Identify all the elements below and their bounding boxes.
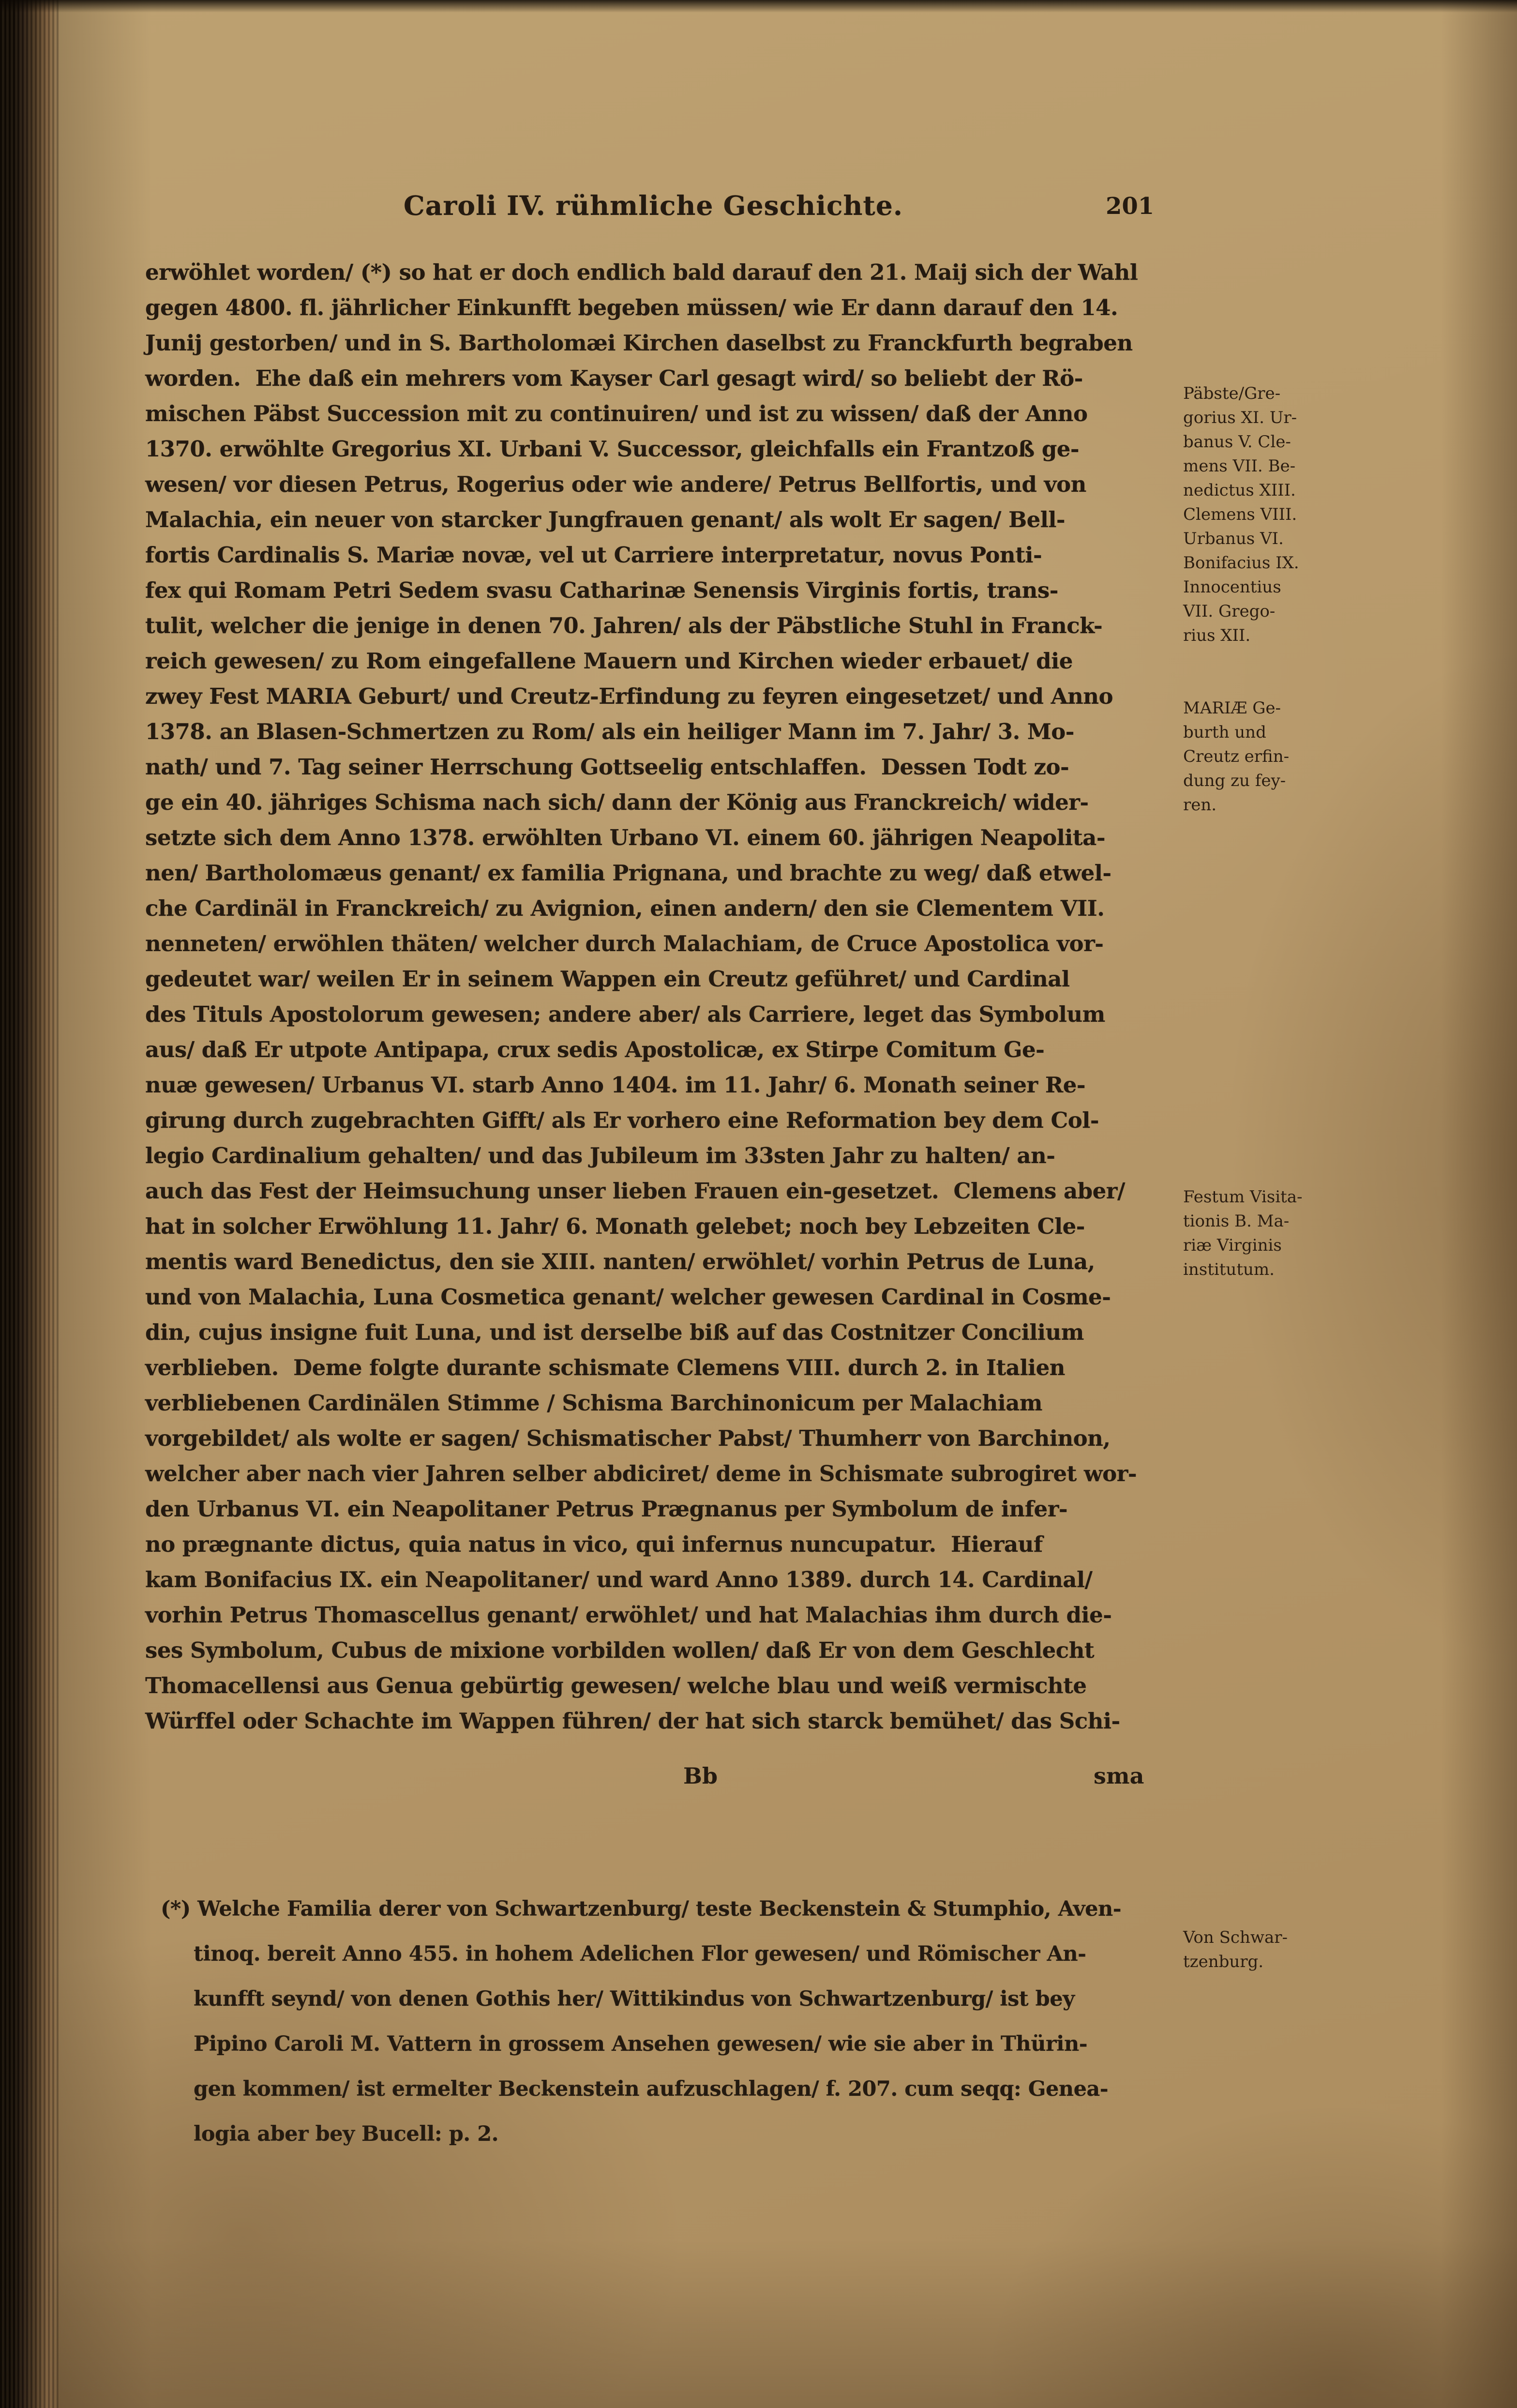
text-line: mischen Päbst Succession mit zu continuiren/ und ist zu wissen/ daß der Anno	[145, 401, 1088, 426]
text-line: Würffel oder Schachte im Wappen führen/ der hat sich starck bemühet/ das Schi-	[145, 1708, 1120, 1734]
text-line: gegen 4800. fl. jährlicher Einkunfft begeben müssen/ wie Er dann darauf den 14.	[145, 295, 1118, 320]
footnote-line: (*) Welche Familia derer von Schwartzenburg/ teste Beckenstein & Stumphio, Aven-	[161, 1897, 1122, 1921]
margin-note-line: Von Schwar-	[1183, 1928, 1288, 1947]
text-line: fortis Cardinalis S. Mariæ novæ, vel ut Carriere interpretatur, novus Ponti-	[145, 542, 1042, 568]
margin-note-line: gorius XI. Ur-	[1183, 408, 1297, 427]
text-line: gedeutet war/ weilen Er in seinem Wappen ein Creutz geführet/ und Cardinal	[145, 966, 1070, 992]
catchword: sma	[1094, 1763, 1144, 1789]
margin-note-line: MARIÆ Ge-	[1183, 698, 1281, 718]
margin-note-line: Urbanus VI.	[1183, 529, 1284, 548]
text-line: aus/ daß Er utpote Antipapa, crux sedis Apostolicæ, ex Stirpe Comitum Ge-	[145, 1037, 1045, 1062]
text-line: din, cujus insigne fuit Luna, und ist derselbe biß auf das Costnitzer Concilium	[145, 1319, 1084, 1345]
margin-note-line: Clemens VIII.	[1183, 505, 1297, 524]
text-line: hat in solcher Erwöhlung 11. Jahr/ 6. Monath gelebet; noch bey Lebzeiten Cle-	[145, 1213, 1085, 1239]
margin-note-mariae-feast	[1183, 696, 1357, 817]
text-line: no prægnante dictus, quia natus in vico, qui infernus nuncupatur. Hierauf	[145, 1531, 1043, 1557]
text-line: auch das Fest der Heimsuchung unser lieben Frauen ein-gesetzet. Clemens aber/	[145, 1178, 1125, 1204]
margin-note-line: Creutz erfin-	[1183, 747, 1290, 766]
text-line: legio Cardinalium gehalten/ und das Jubileum im 33sten Jahr zu halten/ an-	[145, 1143, 1055, 1168]
margin-note-line: riæ Virginis	[1183, 1236, 1282, 1255]
footnote-line: Pipino Caroli M. Vattern in grossem Ansehen gewesen/ wie sie aber in Thürin-	[194, 2032, 1088, 2056]
margin-note-line: Festum Visita-	[1183, 1187, 1303, 1207]
text-line: wesen/ vor diesen Petrus, Rogerius oder wie andere/ Petrus Bellfortis, und von	[145, 471, 1086, 497]
text-line: verblieben. Deme folgte durante schismate Clemens VIII. durch 2. in Italien	[145, 1355, 1065, 1380]
text-line: Junij gestorben/ und in S. Bartholomæi Kirchen daselbst zu Franckfurth begraben	[145, 330, 1133, 356]
text-line: und von Malachia, Luna Cosmetica genant/ welcher gewesen Cardinal in Cosme-	[145, 1284, 1111, 1310]
margin-note-line: dung zu fey-	[1183, 771, 1286, 790]
margin-note-line: rius XII.	[1183, 626, 1251, 645]
text-line: nenneten/ erwöhlen thäten/ welcher durch Malachiam, de Cruce Apostolica vor-	[145, 931, 1104, 956]
signature-mark: Bb	[683, 1763, 718, 1789]
text-line: welcher aber nach vier Jahren selber abdiciret/ deme in Schismate subrogiret wor-	[145, 1461, 1137, 1486]
footnote-line: logia aber bey Bucell: p. 2.	[194, 2122, 499, 2146]
margin-note-line: ren.	[1183, 795, 1217, 815]
running-title: Caroli IV. rühmliche Geschichte.	[404, 190, 903, 221]
text-line: che Cardinäl in Franckreich/ zu Avignion, einen andern/ den sie Clementem VII.	[145, 895, 1105, 921]
footnote	[161, 1887, 1172, 2157]
main-text	[145, 255, 1169, 1739]
margin-note-line: banus V. Cle-	[1183, 432, 1291, 452]
margin-note-line: Päbste/Gre-	[1183, 384, 1281, 403]
book-spine-shadow	[0, 0, 59, 2408]
text-line: zwey Fest MARIA Geburt/ und Creutz-Erfindung zu feyren eingesetzet/ und Anno	[145, 683, 1113, 709]
margin-note-festum-visitationis	[1183, 1185, 1357, 1282]
text-line: ses Symbolum, Cubus de mixione vorbilden wollen/ daß Er von dem Geschlecht	[145, 1637, 1095, 1663]
margin-note-line: Bonifacius IX.	[1183, 553, 1299, 573]
margin-notes	[1183, 0, 1357, 2408]
margin-note-line: VII. Grego-	[1183, 602, 1276, 621]
page-header	[145, 190, 1161, 221]
margin-note-line: Innocentius	[1183, 577, 1281, 597]
text-line: den Urbanus VI. ein Neapolitaner Petrus Prægnanus per Symbolum de infer-	[145, 1496, 1068, 1522]
footnote-line: gen kommen/ ist ermelter Beckenstein aufzuschlagen/ f. 207. cum seqq: Genea-	[194, 2077, 1109, 2101]
footnote-line: tinoq. bereit Anno 455. in hohem Adelichen Flor gewesen/ und Römischer An-	[194, 1942, 1086, 1966]
text-line: mentis ward Benedictus, den sie XIII. nanten/ erwöhlet/ vorhin Petrus de Luna,	[145, 1249, 1095, 1274]
text-line: 1378. an Blasen-Schmertzen zu Rom/ als ein heiliger Mann im 7. Jahr/ 3. Mo-	[145, 719, 1074, 744]
text-line: verbliebenen Cardinälen Stimme / Schisma Barchinonicum per Malachiam	[145, 1390, 1043, 1416]
page-number: 201	[1106, 193, 1155, 220]
text-line: 1370. erwöhlte Gregorius XI. Urbani V. Successor, gleichfalls ein Frantzoß ge-	[145, 436, 1080, 462]
text-line: Thomacellensi aus Genua gebürtig gewesen/ welche blau und weiß vermischte	[145, 1673, 1087, 1698]
text-line: worden. Ehe daß ein mehrers vom Kayser Carl gesagt wird/ so beliebt der Rö-	[145, 365, 1083, 391]
margin-note-popes-list	[1183, 381, 1357, 648]
text-line: vorgebildet/ als wolte er sagen/ Schismatischer Pabst/ Thumherr von Barchinon,	[145, 1425, 1111, 1451]
text-line: nen/ Bartholomæus genant/ ex familia Prignana, und brachte zu weg/ daß etwel-	[145, 860, 1111, 886]
footnote-line: kunfft seynd/ von denen Gothis her/ Wittikindus von Schwartzenburg/ ist bey	[194, 1987, 1075, 2011]
margin-note-line: nedictus XIII.	[1183, 481, 1296, 500]
text-line: reich gewesen/ zu Rom eingefallene Mauern und Kirchen wieder erbauet/ die	[145, 648, 1073, 674]
text-line: tulit, welcher die jenige in denen 70. Jahren/ als der Päbstliche Stuhl in Franck-	[145, 613, 1103, 638]
signature-line	[145, 1763, 1161, 1798]
text-line: fex qui Romam Petri Sedem svasu Catharinæ Senensis Virginis fortis, trans-	[145, 577, 1058, 603]
text-line: ge ein 40. jähriges Schisma nach sich/ dann der König aus Franckreich/ wider-	[145, 789, 1089, 815]
text-line: nuæ gewesen/ Urbanus VI. starb Anno 1404. im 11. Jahr/ 6. Monath seiner Re-	[145, 1072, 1086, 1098]
text-line: vorhin Petrus Thomascellus genant/ erwöhlet/ und hat Malachias ihm durch die-	[145, 1602, 1112, 1628]
margin-note-line: burth und	[1183, 723, 1266, 742]
margin-note-von-schwartzenburg	[1183, 1925, 1357, 1974]
text-line: kam Bonifacius IX. ein Neapolitaner/ und ward Anno 1389. durch 14. Cardinal/	[145, 1567, 1093, 1592]
text-line: setzte sich dem Anno 1378. erwöhlten Urbano VI. einem 60. jährigen Neapolita-	[145, 825, 1106, 850]
text-line: des Tituls Apostolorum gewesen; andere aber/ als Carriere, leget das Symbolum	[145, 1001, 1105, 1027]
text-line: erwöhlet worden/ (*) so hat er doch endlich bald darauf den 21. Maij sich der Wahl	[145, 259, 1138, 285]
margin-note-line: mens VII. Be-	[1183, 456, 1296, 476]
text-line: girung durch zugebrachten Gifft/ als Er vorhero eine Reformation bey dem Col-	[145, 1107, 1099, 1133]
margin-note-line: institutum.	[1183, 1260, 1275, 1279]
margin-note-line: tionis B. Ma-	[1183, 1212, 1290, 1231]
margin-note-line: tzenburg.	[1183, 1952, 1264, 1971]
text-line: Malachia, ein neuer von starcker Jungfrauen genant/ als wolt Er sagen/ Bell-	[145, 507, 1066, 532]
text-line: nath/ und 7. Tag seiner Herrschung Gottseelig entschlaffen. Dessen Todt zo-	[145, 754, 1069, 780]
